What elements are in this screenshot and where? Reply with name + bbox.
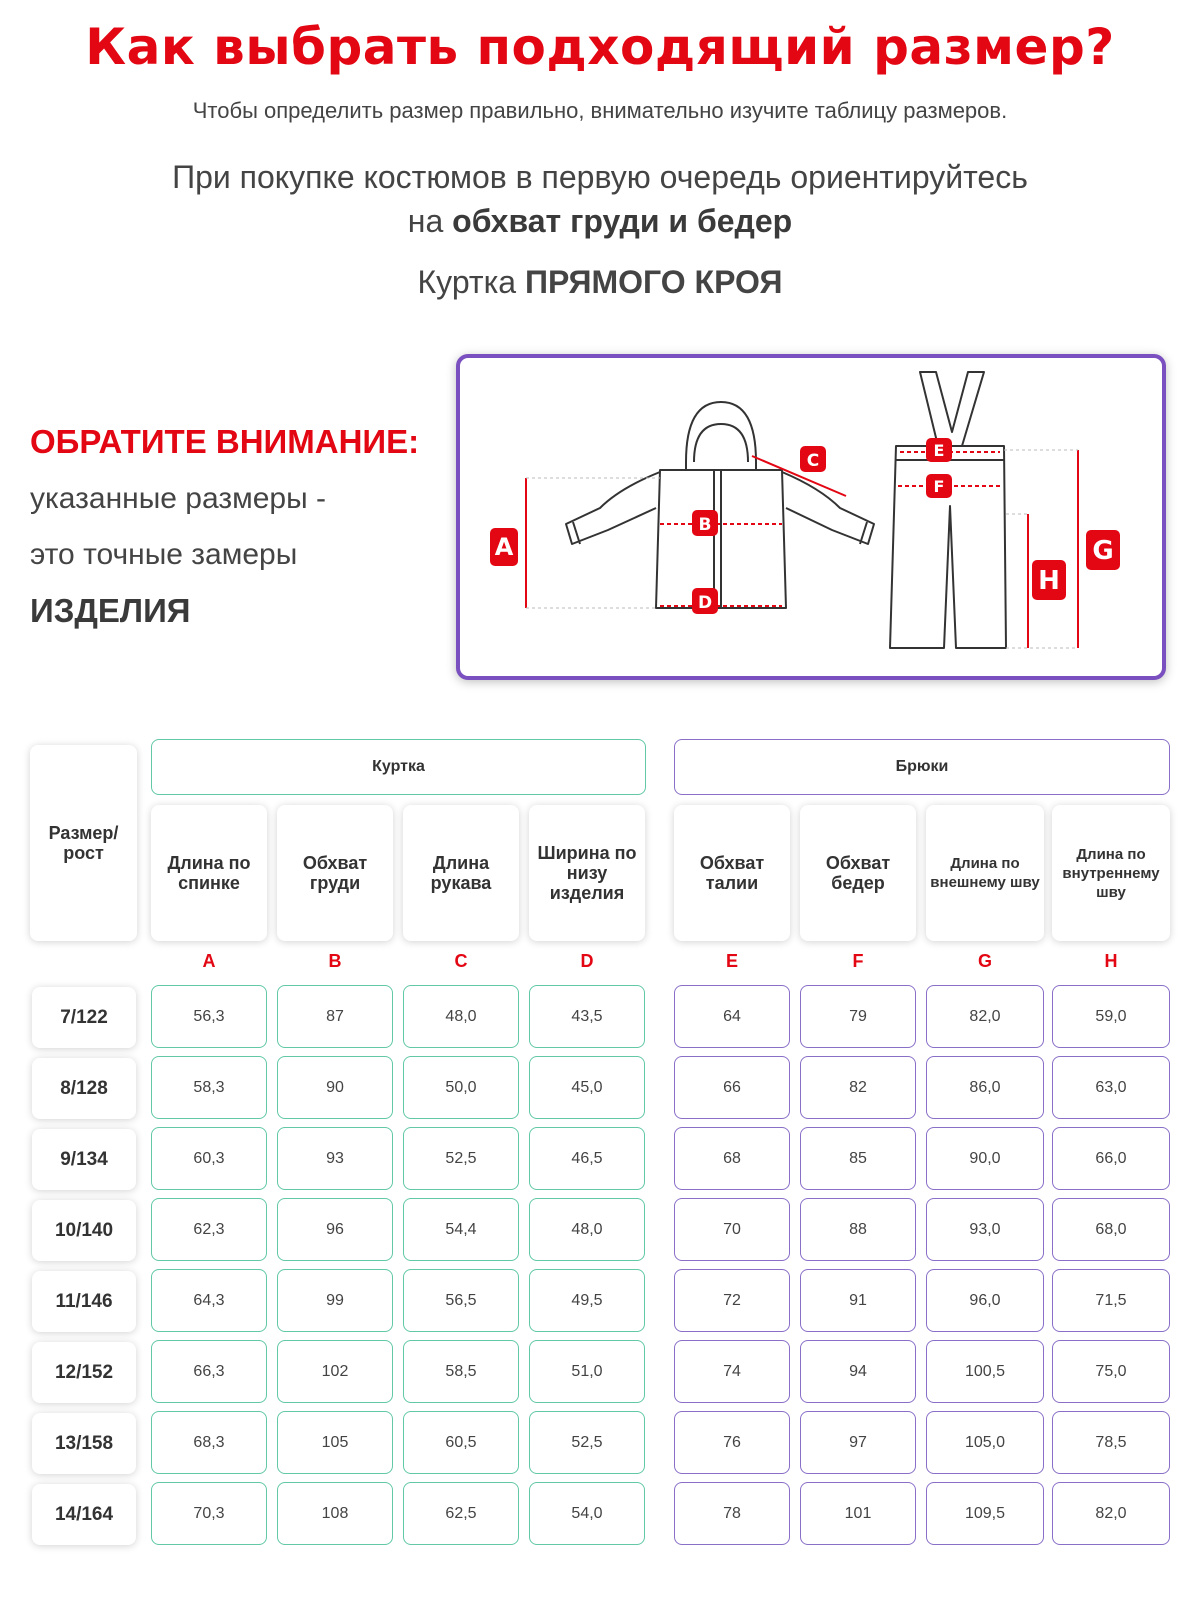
table-cell: 59,0 (1052, 985, 1170, 1048)
column-header-f: Обхват бедер (800, 805, 916, 941)
column-header-b: Обхват груди (277, 805, 393, 941)
table-cell: 108 (277, 1482, 393, 1545)
guide-lines (526, 450, 1078, 648)
column-header-a: Длина по спинке (151, 805, 267, 941)
pants-group-header: Брюки (674, 739, 1170, 795)
table-cell: 101 (800, 1482, 916, 1545)
table-cell: 90 (277, 1056, 393, 1119)
table-cell: 63,0 (1052, 1056, 1170, 1119)
table-cell: 48,0 (403, 985, 519, 1048)
column-header-c: Длина рукава (403, 805, 519, 941)
table-cell: 68,3 (151, 1411, 267, 1474)
table-cell: 68,0 (1052, 1198, 1170, 1261)
table-cell: 64,3 (151, 1269, 267, 1332)
table-cell: 52,5 (403, 1127, 519, 1190)
cut-type (0, 264, 1200, 301)
table-cell: 82,0 (926, 985, 1044, 1048)
table-cell: 64 (674, 985, 790, 1048)
size-cell: 8/128 (32, 1058, 136, 1119)
table-cell: 68 (674, 1127, 790, 1190)
table-cell: 91 (800, 1269, 916, 1332)
page-title: Как выбрать подходящий размер? (85, 18, 1115, 76)
cut-type-bold: ПРЯМОГО КРОЯ (524, 264, 783, 300)
attention-line-3: ИЗДЕЛИЯ (30, 592, 191, 629)
table-cell: 48,0 (529, 1198, 645, 1261)
table-cell: 71,5 (1052, 1269, 1170, 1332)
pants-outline (890, 372, 1006, 648)
table-cell: 82,0 (1052, 1482, 1170, 1545)
table-cell: 75,0 (1052, 1340, 1170, 1403)
advice-text (0, 155, 1200, 243)
column-letter-f: F (852, 951, 864, 971)
table-cell: 54,4 (403, 1198, 519, 1261)
size-cell: 10/140 (32, 1200, 136, 1261)
table-cell: 97 (800, 1411, 916, 1474)
column-letter-c: C (454, 951, 468, 971)
table-cell: 99 (277, 1269, 393, 1332)
column-header-e: Обхват талии (674, 805, 790, 941)
table-cell: 54,0 (529, 1482, 645, 1545)
table-cell: 58,5 (403, 1340, 519, 1403)
table-cell: 66,3 (151, 1340, 267, 1403)
table-cell: 62,3 (151, 1198, 267, 1261)
badge-e-label: E (933, 441, 945, 460)
table-cell: 43,5 (529, 985, 645, 1048)
table-cell: 90,0 (926, 1127, 1044, 1190)
jacket-group-header: Куртка (151, 739, 646, 795)
badge-a-label: A (494, 533, 514, 561)
table-cell: 102 (277, 1340, 393, 1403)
measure-lines (526, 450, 1078, 648)
badge-c-label: C (806, 451, 820, 471)
size-cell: 9/134 (32, 1129, 136, 1190)
table-cell: 87 (277, 985, 393, 1048)
table-cell: 74 (674, 1340, 790, 1403)
column-letter-e: E (725, 951, 738, 971)
table-cell: 78 (674, 1482, 790, 1545)
table-cell: 52,5 (529, 1411, 645, 1474)
table-cell: 70 (674, 1198, 790, 1261)
garment-illustration (460, 358, 1162, 676)
cut-type-prefix: Куртка (417, 264, 525, 300)
table-cell: 49,5 (529, 1269, 645, 1332)
table-cell: 94 (800, 1340, 916, 1403)
table-cell: 51,0 (529, 1340, 645, 1403)
column-letter-b: B (328, 951, 342, 971)
column-letter-g: G (977, 951, 992, 971)
badge-d-label: D (697, 593, 713, 613)
advice-line-1: При покупке костюмов в первую очередь ориентируйтесь (172, 159, 1028, 195)
table-cell: 66 (674, 1056, 790, 1119)
table-cell: 56,5 (403, 1269, 519, 1332)
page-subtitle: Чтобы определить размер правильно, внимательно изучите таблицу размеров. (192, 98, 1008, 123)
badge-b-label: B (698, 515, 712, 535)
table-cell: 86,0 (926, 1056, 1044, 1119)
advice-line-2 (0, 199, 1200, 243)
table-cell: 85 (800, 1127, 916, 1190)
size-cell: 12/152 (32, 1342, 136, 1403)
table-cell: 66,0 (1052, 1127, 1170, 1190)
attention-heading: ОБРАТИТЕ ВНИМАНИЕ: (30, 423, 420, 460)
table-cell: 60,5 (403, 1411, 519, 1474)
table-cell: 105,0 (926, 1411, 1044, 1474)
attention-line-1: указанные размеры - (30, 482, 326, 515)
badge-g-label: G (1092, 536, 1114, 566)
badge-f-label: F (933, 477, 945, 496)
table-cell: 58,3 (151, 1056, 267, 1119)
table-cell: 79 (800, 985, 916, 1048)
size-header: Размер/ рост (30, 745, 137, 941)
table-cell: 46,5 (529, 1127, 645, 1190)
table-cell: 45,0 (529, 1056, 645, 1119)
attention-line-2: это точные замеры (30, 538, 298, 571)
table-cell: 109,5 (926, 1482, 1044, 1545)
column-letter-d: D (580, 951, 594, 971)
advice-line-2-bold: обхват груди и бедер (452, 203, 793, 239)
table-cell: 88 (800, 1198, 916, 1261)
table-cell: 56,3 (151, 985, 267, 1048)
table-cell: 96,0 (926, 1269, 1044, 1332)
measure-badges (490, 438, 1120, 614)
table-cell: 50,0 (403, 1056, 519, 1119)
table-cell: 100,5 (926, 1340, 1044, 1403)
advice-line-2-prefix: на (407, 203, 453, 239)
table-cell: 62,5 (403, 1482, 519, 1545)
table-cell: 93 (277, 1127, 393, 1190)
table-cell: 78,5 (1052, 1411, 1170, 1474)
column-header-h: Длина по внутреннему шву (1052, 805, 1170, 941)
jacket-outline (566, 402, 874, 608)
column-header-g: Длина по внешнему шву (926, 805, 1044, 941)
measurement-diagram (456, 354, 1166, 680)
column-letter-a: A (202, 951, 216, 971)
size-cell: 11/146 (32, 1271, 136, 1332)
table-cell: 76 (674, 1411, 790, 1474)
table-cell: 82 (800, 1056, 916, 1119)
table-cell: 60,3 (151, 1127, 267, 1190)
table-cell: 72 (674, 1269, 790, 1332)
badge-h-label: H (1038, 566, 1060, 596)
table-cell: 105 (277, 1411, 393, 1474)
column-letter-h: H (1104, 951, 1118, 971)
table-cell: 96 (277, 1198, 393, 1261)
size-cell: 13/158 (32, 1413, 136, 1474)
table-cell: 70,3 (151, 1482, 267, 1545)
column-header-d: Ширина по низу изделия (529, 805, 645, 941)
size-cell: 14/164 (32, 1484, 136, 1545)
table-cell: 93,0 (926, 1198, 1044, 1261)
size-cell: 7/122 (32, 987, 136, 1048)
